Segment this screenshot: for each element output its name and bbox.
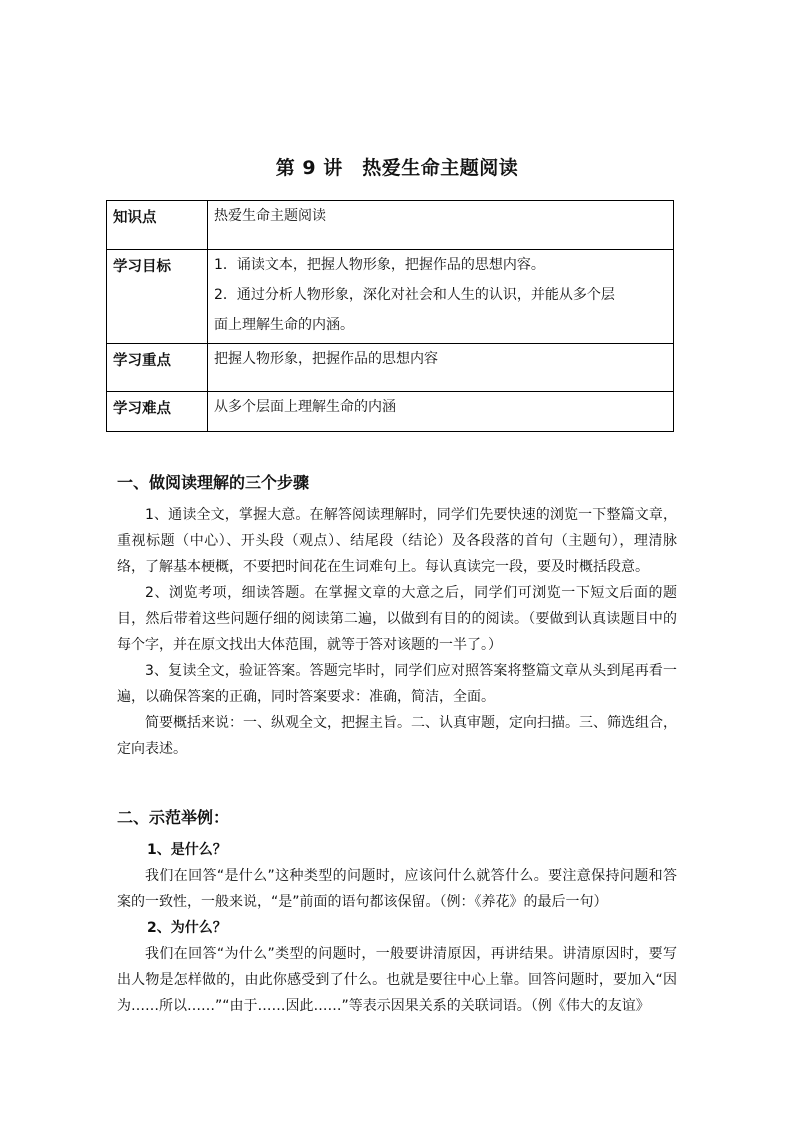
row-label: 知识点 [107,201,208,250]
row-label: 学习重点 [107,344,208,392]
table-row [107,392,674,432]
section-heading: 一、做阅读理解的三个步骤 [117,473,310,492]
paragraph: 1、通读全文，掌握大意。在解答阅读理解时，同学们先要快速的浏览一下整篇文章，重视标题（中心）、开头段（观点）、结尾段（结论）及各段落的首句（主题句），理清脉络，了解基本梗概，不要把时间花在生词难句上。每认真读完一段，要及时概括段意。 [117,507,677,575]
row-value: 从多个层面上理解生命的内涵 [208,392,674,432]
row-label: 学习目标 [107,250,208,344]
paragraph: 我们在回答“是什么”这种类型的问题时，应该问什么就答什么。要注意保持问题和答案的一致性，一般来说，“是”前面的语句都该保留。（例：《养花》的最后一句） [117,868,677,910]
row-value: 把握人物形象，把握作品的思想内容 [208,344,674,392]
table-row [107,201,674,250]
lesson-info-table [106,200,674,432]
paragraph: 2、浏览考项，细读答题。在掌握文章的大意之后，同学们可浏览一下短文后面的题目，然后带着这些问题仔细的阅读第二遍，以做到有目的的阅读。（要做到认真读题目中的每个字，并在原文找出大体范围，就等于答对该题的一半了。） [117,585,677,653]
subsection-heading: 1、是什么？ [147,842,227,858]
paragraph: 简要概括来说：一、纵观全文，把握主旨。二、认真审题，定向扫描。三、筛选组合，定向表述。 [117,715,677,757]
page-title: 第 9 讲 热爱生命主题阅读 [275,157,519,179]
row-label: 学习难点 [107,392,208,432]
table-row [107,250,674,344]
row-value: 热爱生命主题阅读 [208,201,674,250]
section-heading: 二、示范举例： [117,808,230,827]
section-examples [117,805,677,1019]
table-row [107,344,674,392]
subsection-heading: 2、为什么？ [147,920,227,936]
paragraph: 我们在回答“为什么”类型的问题时，一般要讲清原因，再讲结果。讲清原因时，要写出人物是怎样做的，由此你感受到了什么。也就是要往中心上靠。回答问题时，要加入“因为……所以……”“由于……因此……”等表示因果关系的关联词语。（例《伟大的友谊》 [117,946,677,1014]
section-steps [117,470,677,762]
row-value: 1．诵读文本，把握人物形象，把握作品的思想内容。 2．通过分析人物形象，深化对社会和人生的认识，并能从多个层 面上理解生命的内涵。 [208,250,674,344]
paragraph: 3、复读全文，验证答案。答题完毕时，同学们应对照答案将整篇文章从头到尾再看一遍，以确保答案的正确，同时答案要求：准确，简洁，全面。 [117,663,677,705]
